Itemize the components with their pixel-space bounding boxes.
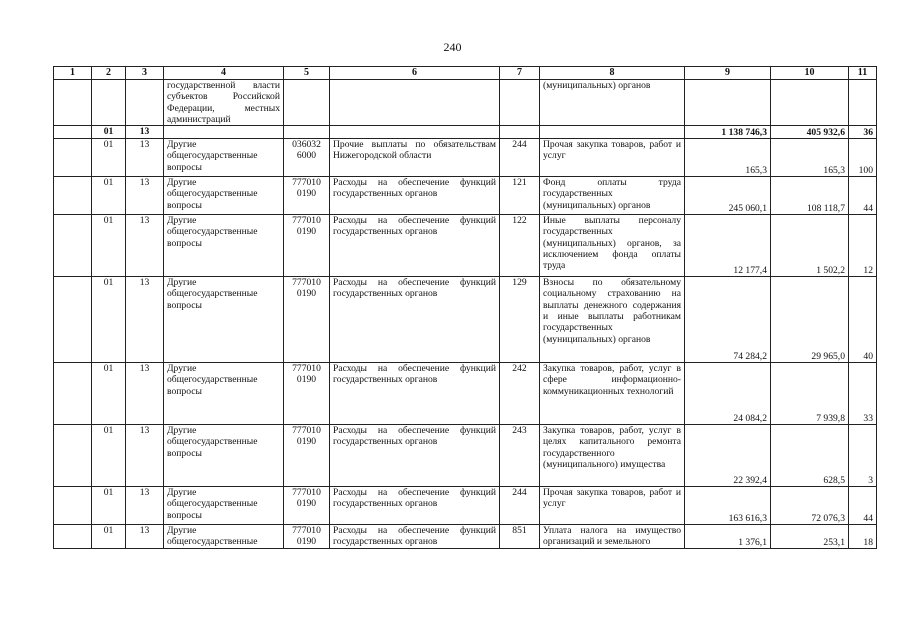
cell-c4: Другие общегосударственные вопросы bbox=[164, 363, 284, 425]
header-col-5: 5 bbox=[284, 67, 330, 80]
cell-c5: 777010 0190 bbox=[284, 177, 330, 215]
cell-c2: 01 bbox=[92, 177, 126, 215]
cell-c3: 13 bbox=[126, 525, 164, 549]
cell-c11: 44 bbox=[849, 487, 877, 525]
continuation-row bbox=[54, 80, 877, 126]
table-row bbox=[54, 215, 877, 277]
cell-c6: Расходы на обеспечение функций государственных органов bbox=[330, 277, 500, 363]
cell-c2: 01 bbox=[92, 487, 126, 525]
cell-c7: 851 bbox=[500, 525, 540, 549]
cell-c2: 01 bbox=[92, 363, 126, 425]
cell-c6: Расходы на обеспечение функций государственных органов bbox=[330, 363, 500, 425]
header-col-9: 9 bbox=[685, 67, 771, 80]
cell-c8: Взносы по обязательному социальному страхованию на выплаты денежного содержания и иные выплаты работникам государственных (муниципальных) органов bbox=[540, 277, 685, 363]
cell-c11: 44 bbox=[849, 177, 877, 215]
table-row bbox=[54, 525, 877, 549]
section-total-percent: 36 bbox=[849, 126, 877, 139]
cell-c4: Другие общегосударственные вопросы bbox=[164, 139, 284, 177]
page-number: 240 bbox=[443, 40, 462, 54]
cell-c3: 13 bbox=[126, 277, 164, 363]
cell-c4: Другие общегосударственные вопросы bbox=[164, 177, 284, 215]
table-row bbox=[54, 363, 877, 425]
cell-c10: 253,1 bbox=[771, 525, 849, 549]
cell-c8: Прочая закупка товаров, работ и услуг bbox=[540, 139, 685, 177]
cell-c10: 29 965,0 bbox=[771, 277, 849, 363]
cell-c9: 245 060,1 bbox=[685, 177, 771, 215]
cell-c6: Расходы на обеспечение функций государственных органов bbox=[330, 215, 500, 277]
cell-c11: 18 bbox=[849, 525, 877, 549]
cell-c7: 242 bbox=[500, 363, 540, 425]
cell-c10: 1 502,2 bbox=[771, 215, 849, 277]
cell-c8: Уплата налога на имущество организаций и земельного bbox=[540, 525, 685, 549]
section-total-row bbox=[54, 126, 877, 139]
cell-c9: 1 376,1 bbox=[685, 525, 771, 549]
cell-c5: 777010 0190 bbox=[284, 487, 330, 525]
section-code-2: 01 bbox=[92, 126, 126, 139]
cell-c7: 244 bbox=[500, 487, 540, 525]
cell-c10: 7 939,8 bbox=[771, 363, 849, 425]
cell-c4: Другие общегосударственные вопросы bbox=[164, 425, 284, 487]
cell-c11: 40 bbox=[849, 277, 877, 363]
cell-c6: Расходы на обеспечение функций государственных органов bbox=[330, 487, 500, 525]
table-row bbox=[54, 177, 877, 215]
cell-c7: 243 bbox=[500, 425, 540, 487]
cell-c6: Прочие выплаты по обязательствам Нижегородской области bbox=[330, 139, 500, 177]
table-row bbox=[54, 425, 877, 487]
header-col-4: 4 bbox=[164, 67, 284, 80]
header-col-2: 2 bbox=[92, 67, 126, 80]
header-col-7: 7 bbox=[500, 67, 540, 80]
cell-c5: 777010 0190 bbox=[284, 277, 330, 363]
section-code-3: 13 bbox=[126, 126, 164, 139]
cell-c5: 777010 0190 bbox=[284, 525, 330, 549]
section-total-plan: 1 138 746,3 bbox=[685, 126, 771, 139]
cell-c2: 01 bbox=[92, 277, 126, 363]
cell-c3: 13 bbox=[126, 487, 164, 525]
table-row bbox=[54, 487, 877, 525]
cell-c8: Иные выплаты персоналу государственных (муниципальных) органов, за исключением фонда оплаты труда bbox=[540, 215, 685, 277]
cell-c8: Фонд оплаты труда государственных (муниципальных) органов bbox=[540, 177, 685, 215]
cell-c10: 628,5 bbox=[771, 425, 849, 487]
header-col-8: 8 bbox=[540, 67, 685, 80]
cell-c3: 13 bbox=[126, 425, 164, 487]
cell-c9: 74 284,2 bbox=[685, 277, 771, 363]
cell-c9: 24 084,2 bbox=[685, 363, 771, 425]
cell-c7: 122 bbox=[500, 215, 540, 277]
cell-c3: 13 bbox=[126, 139, 164, 177]
cell-c5: 036032 6000 bbox=[284, 139, 330, 177]
cell-c10: 165,3 bbox=[771, 139, 849, 177]
cell-c8: Закупка товаров, работ, услуг в сфере информационно-коммуникационных технологий bbox=[540, 363, 685, 425]
cell-c8: Закупка товаров, работ, услуг в целях капитального ремонта государственного (муниципального) имущества bbox=[540, 425, 685, 487]
cell-c7: 121 bbox=[500, 177, 540, 215]
header-row bbox=[54, 67, 877, 80]
table-row bbox=[54, 139, 877, 177]
cell-c9: 163 616,3 bbox=[685, 487, 771, 525]
cell-c7: 244 bbox=[500, 139, 540, 177]
cell-c6: Расходы на обеспечение функций государственных органов bbox=[330, 525, 500, 549]
cell-c2: 01 bbox=[92, 215, 126, 277]
header-col-1: 1 bbox=[54, 67, 92, 80]
cell-col8: (муниципальных) органов bbox=[540, 80, 685, 126]
cell-c3: 13 bbox=[126, 215, 164, 277]
budget-table bbox=[53, 66, 877, 549]
cell-c2: 01 bbox=[92, 139, 126, 177]
table-row bbox=[54, 277, 877, 363]
cell-c2: 01 bbox=[92, 525, 126, 549]
cell-col4: государственной власти субъектов Российской Федерации, местных администраций bbox=[164, 80, 284, 126]
cell-c5: 777010 0190 bbox=[284, 215, 330, 277]
cell-c10: 72 076,3 bbox=[771, 487, 849, 525]
cell-c8: Прочая закупка товаров, работ и услуг bbox=[540, 487, 685, 525]
cell-c9: 165,3 bbox=[685, 139, 771, 177]
cell-c5: 777010 0190 bbox=[284, 425, 330, 487]
cell-c4: Другие общегосударственные вопросы bbox=[164, 215, 284, 277]
cell-c4: Другие общегосударственные bbox=[164, 525, 284, 549]
header-col-6: 6 bbox=[330, 67, 500, 80]
header-col-10: 10 bbox=[771, 67, 849, 80]
cell-c3: 13 bbox=[126, 177, 164, 215]
cell-c10: 108 118,7 bbox=[771, 177, 849, 215]
cell-c7: 129 bbox=[500, 277, 540, 363]
cell-c6: Расходы на обеспечение функций государственных органов bbox=[330, 177, 500, 215]
cell-c2: 01 bbox=[92, 425, 126, 487]
cell-c11: 33 bbox=[849, 363, 877, 425]
cell-c11: 3 bbox=[849, 425, 877, 487]
cell-c4: Другие общегосударственные вопросы bbox=[164, 277, 284, 363]
cell-c11: 12 bbox=[849, 215, 877, 277]
header-col-11: 11 bbox=[849, 67, 877, 80]
header-col-3: 3 bbox=[126, 67, 164, 80]
cell-c4: Другие общегосударственные вопросы bbox=[164, 487, 284, 525]
cell-c5: 777010 0190 bbox=[284, 363, 330, 425]
cell-c9: 12 177,4 bbox=[685, 215, 771, 277]
cell-c6: Расходы на обеспечение функций государственных органов bbox=[330, 425, 500, 487]
cell-c9: 22 392,4 bbox=[685, 425, 771, 487]
cell-c3: 13 bbox=[126, 363, 164, 425]
section-total-actual: 405 932,6 bbox=[771, 126, 849, 139]
cell-c11: 100 bbox=[849, 139, 877, 177]
